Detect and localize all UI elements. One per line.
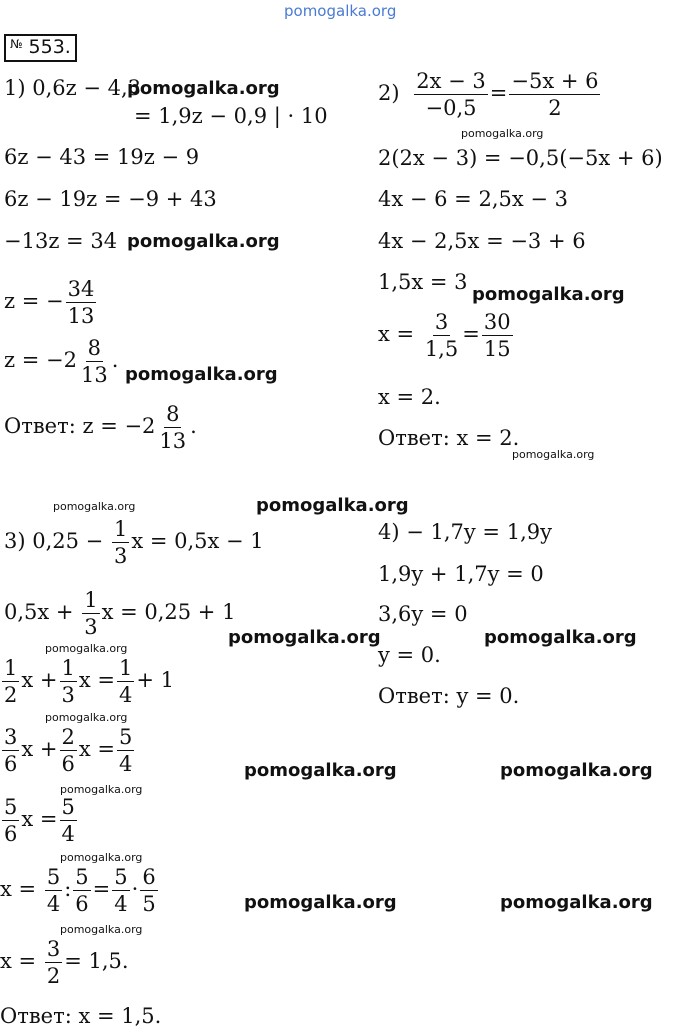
fraction	[140, 866, 157, 915]
p2-line5: 1,5x = 3	[378, 270, 468, 294]
denominator: 4	[61, 822, 75, 847]
p2-line3: 4x − 6 = 2,5x − 3	[378, 187, 569, 211]
watermark[interactable]: pomogalka.org	[244, 892, 397, 913]
p3-l3-mid2: x =	[78, 668, 115, 693]
watermark-small[interactable]: pomogalka.org	[461, 127, 544, 140]
fraction	[2, 726, 19, 775]
watermark-small[interactable]: pomogalka.org	[45, 642, 128, 655]
p1-line5: −13z = 34	[4, 229, 118, 253]
p3-l1-post: x = 0,5x − 1	[131, 529, 264, 554]
p4-answer: Ответ: y = 0.	[378, 684, 520, 708]
denominator: 13	[67, 304, 95, 329]
denominator: 6	[75, 892, 89, 917]
numerator: 5	[45, 866, 62, 891]
numerator: 1	[117, 657, 134, 682]
denominator: 6	[4, 752, 18, 777]
watermark[interactable]: pomogalka.org	[500, 760, 653, 781]
p3-l4-mid2: x =	[78, 737, 115, 762]
numerator: 5	[117, 726, 134, 751]
denominator: 4	[114, 892, 128, 917]
p1-line6	[4, 278, 98, 327]
fraction	[66, 278, 97, 327]
denominator: 2	[548, 96, 562, 121]
p3-l3-post: + 1	[136, 668, 175, 693]
p1-answer	[4, 403, 197, 452]
watermark-small[interactable]: pomogalka.org	[45, 711, 128, 724]
p3-l1-pre: 3) 0,25 −	[4, 529, 104, 554]
p3-l2-pre: 0,5x +	[4, 600, 74, 625]
watermark[interactable]: pomogalka.org	[500, 892, 653, 913]
denominator: 3	[113, 544, 128, 569]
numerator: −5x + 6	[509, 70, 600, 95]
watermark-small[interactable]: pomogalka.org	[60, 923, 143, 936]
numerator: 5	[2, 796, 19, 821]
numerator: 6	[140, 866, 157, 891]
numerator: 5	[73, 866, 90, 891]
denominator: 4	[119, 752, 133, 777]
p3-line6	[0, 866, 160, 915]
denominator: 13	[80, 363, 108, 388]
watermark[interactable]: pomogalka.org	[244, 760, 397, 781]
fraction	[509, 70, 600, 119]
denominator: 6	[4, 822, 18, 847]
number-sign: №	[10, 37, 23, 51]
p2-line4: 4x − 2,5x = −3 + 6	[378, 229, 586, 253]
fraction	[414, 70, 488, 119]
numerator: 2x − 3	[414, 70, 488, 95]
p3-line1	[4, 518, 264, 567]
numerator: 1	[82, 589, 99, 614]
denominator: 5	[142, 892, 156, 917]
fraction	[117, 726, 134, 775]
fraction	[423, 311, 460, 360]
p3-l6-pre: x =	[0, 877, 37, 902]
numerator: 3	[2, 726, 19, 751]
p2-l6-pre: x =	[378, 322, 415, 347]
p3-l6-mid3: ·	[131, 877, 139, 902]
equals-sign: =	[462, 322, 480, 347]
fraction	[45, 938, 62, 987]
watermark[interactable]: pomogalka.org	[127, 231, 280, 252]
denominator: 3	[61, 683, 75, 708]
fraction	[117, 657, 134, 706]
p2-line1	[378, 70, 602, 119]
p3-l4-mid1: x +	[21, 737, 58, 762]
fraction	[112, 518, 129, 567]
p3-answer: Ответ: x = 1,5.	[0, 1004, 162, 1028]
p4-line4: y = 0.	[378, 643, 441, 667]
numerator: 34	[66, 278, 97, 303]
numerator: 8	[164, 403, 181, 428]
denominator: 2	[4, 683, 18, 708]
p2-answer: Ответ: x = 2.	[378, 426, 520, 450]
p3-l7-pre: x =	[0, 949, 37, 974]
fraction	[79, 337, 110, 386]
numerator: 5	[112, 866, 129, 891]
watermark-small[interactable]: pomogalka.org	[53, 500, 136, 513]
p3-l7-post: = 1,5.	[64, 949, 129, 974]
p3-line5	[0, 796, 79, 845]
numerator: 3	[433, 311, 450, 336]
p3-line7	[0, 938, 129, 987]
p3-line3	[0, 657, 174, 706]
p4-line3: 3,6y = 0	[378, 602, 468, 626]
watermark-top[interactable]: pomogalka.org	[284, 2, 397, 20]
p2-line2: 2(2x − 3) = −0,5(−5x + 6)	[378, 146, 663, 170]
p2-line7: x = 2.	[378, 385, 441, 409]
p1-answer-post: .	[190, 414, 197, 439]
watermark-small[interactable]: pomogalka.org	[60, 851, 143, 864]
p1-l7-pre: z = −2	[4, 348, 77, 373]
denominator: 4	[119, 683, 133, 708]
watermark-small[interactable]: pomogalka.org	[60, 783, 143, 796]
numerator: 1	[2, 657, 19, 682]
watermark[interactable]: pomogalka.org	[125, 364, 278, 385]
watermark[interactable]: pomogalka.org	[472, 284, 625, 305]
p2-l1-pre: 2)	[378, 81, 400, 106]
p3-line2	[4, 589, 235, 638]
denominator: 1,5	[424, 337, 459, 362]
p3-l6-mid2: =	[92, 877, 111, 902]
numerator: 8	[86, 337, 103, 362]
denominator: 15	[483, 337, 511, 362]
equals-sign: =	[489, 81, 508, 106]
fraction	[2, 796, 19, 845]
p3-l6-mid1: :	[64, 877, 72, 902]
fraction	[82, 589, 99, 638]
denominator: −0,5	[425, 96, 477, 121]
p3-l3-mid1: x +	[21, 668, 58, 693]
p1-line3: 6z − 43 = 19z − 9	[4, 145, 200, 169]
p1-line7	[4, 337, 118, 386]
fraction	[73, 866, 90, 915]
denominator: 3	[84, 615, 98, 640]
watermark[interactable]: pomogalka.org	[127, 78, 280, 99]
watermark[interactable]: pomogalka.org	[228, 627, 381, 648]
denominator: 4	[46, 892, 61, 917]
p1-line1: 1) 0,6z − 4,3	[4, 76, 142, 100]
p4-line2: 1,9y + 1,7y = 0	[378, 562, 544, 586]
p1-answer-pre: Ответ: z = −2	[4, 414, 156, 439]
p1-line4: 6z − 19z = −9 + 43	[4, 187, 217, 211]
p3-l5-mid1: x =	[21, 807, 58, 832]
numerator: 1	[60, 657, 77, 682]
numerator: 1	[112, 518, 129, 543]
p3-l2-post: x = 0,25 + 1	[101, 600, 236, 625]
fraction	[60, 796, 77, 845]
p3-line4	[0, 726, 136, 775]
fraction	[60, 657, 77, 706]
fraction	[60, 726, 77, 775]
p1-line2: = 1,9z − 0,9 | · 10	[134, 104, 328, 128]
fraction	[112, 866, 129, 915]
watermark[interactable]: pomogalka.org	[484, 627, 637, 648]
watermark[interactable]: pomogalka.org	[256, 495, 409, 516]
denominator: 2	[46, 964, 61, 989]
problem-number-value: 553.	[28, 36, 71, 58]
fraction	[157, 403, 188, 452]
numerator: 30	[482, 311, 513, 336]
p2-line6	[378, 311, 515, 360]
denominator: 6	[61, 752, 75, 777]
fraction	[2, 657, 19, 706]
p4-line1: 4) − 1,7y = 1,9y	[378, 520, 552, 544]
problem-number	[4, 34, 77, 62]
numerator: 2	[60, 726, 77, 751]
numerator: 5	[60, 796, 77, 821]
p1-l7-post: .	[111, 348, 119, 373]
denominator: 13	[159, 429, 187, 454]
watermark-small[interactable]: pomogalka.org	[512, 448, 595, 461]
fraction	[45, 866, 62, 915]
fraction	[482, 311, 513, 360]
p1-l6-pre: z = −	[4, 289, 64, 314]
numerator: 3	[45, 938, 62, 963]
